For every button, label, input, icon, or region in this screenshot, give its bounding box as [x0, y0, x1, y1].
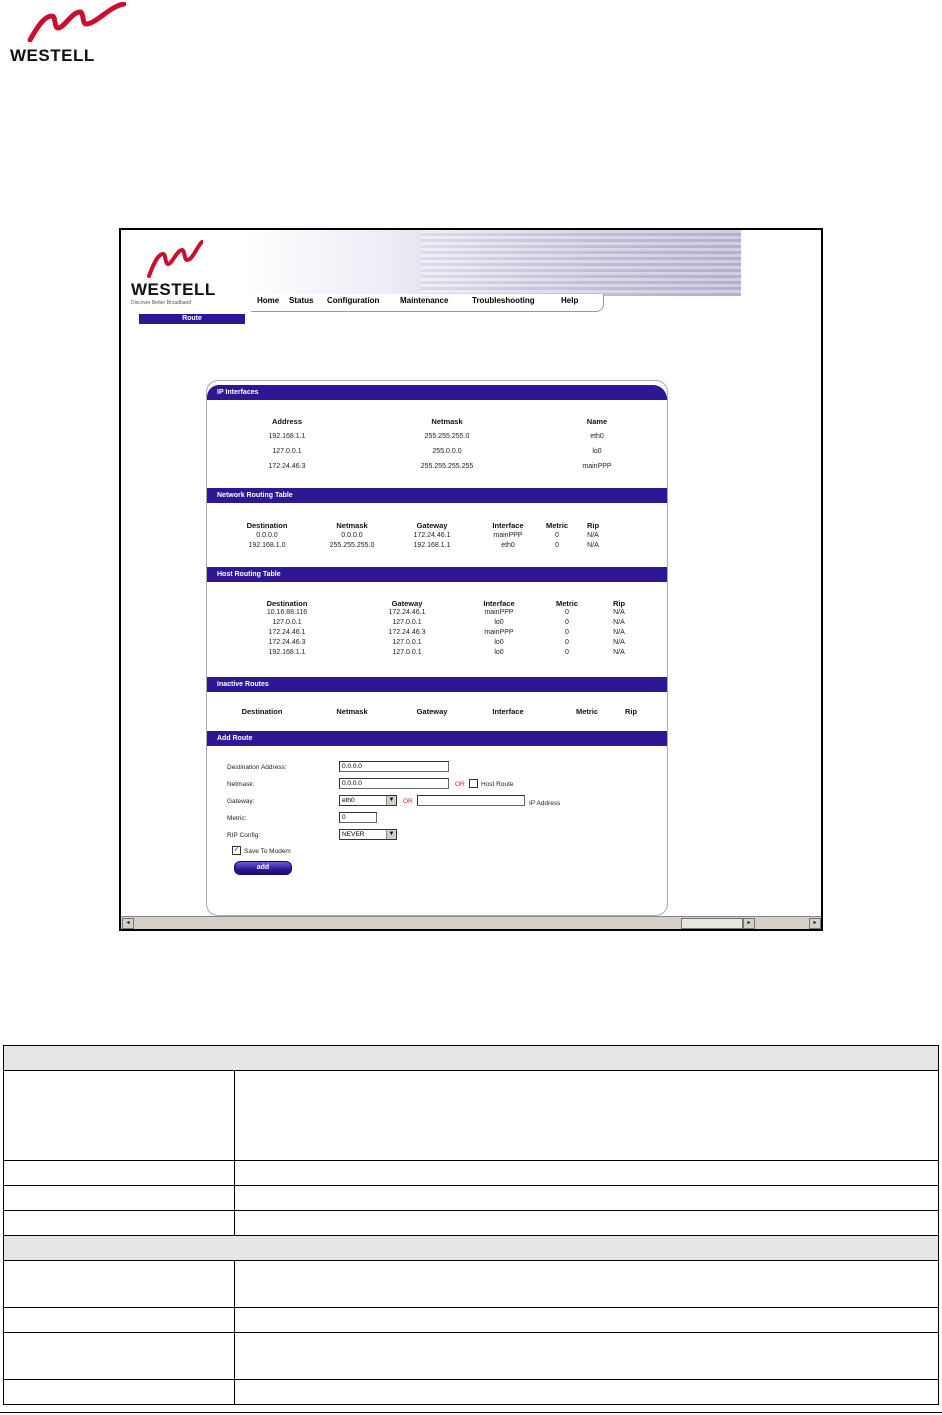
add-button[interactable]: add — [234, 861, 292, 875]
table-cell — [235, 1186, 939, 1211]
scroll-end-icon[interactable]: ▸ — [809, 918, 821, 929]
host-cell: N/A — [613, 609, 625, 616]
rip-config-select-value: NEVER — [342, 831, 365, 838]
ip-cell: 255.255.255.255 — [420, 463, 474, 470]
ip-interfaces-header: IP Interfaces — [207, 385, 667, 400]
gateway-select-value: eth0 — [342, 797, 355, 804]
host-cell: lo0 — [494, 639, 504, 646]
net-cell: N/A — [587, 542, 599, 549]
host-cell: 172.24.46.1 — [388, 609, 426, 616]
main-nav — [251, 294, 604, 312]
scroll-left-icon[interactable]: ◂ — [122, 918, 134, 929]
table-cell — [4, 1380, 235, 1405]
nav-troubleshooting[interactable]: Troubleshooting — [472, 296, 535, 305]
table-cell — [235, 1380, 939, 1405]
metric-input[interactable] — [339, 812, 377, 823]
rip-config-label: RIP Config: — [227, 832, 261, 839]
net-cell: N/A — [587, 532, 599, 539]
nav-home[interactable]: Home — [257, 296, 280, 305]
table-section-row — [4, 1236, 939, 1261]
host-route-label: Host Route — [481, 781, 514, 788]
inactive-col-destination: Destination — [241, 707, 283, 716]
host-col-rip: Rip — [612, 599, 626, 608]
net-cell: 192.168.1.0 — [248, 542, 286, 549]
inactive-col-gateway: Gateway — [416, 707, 448, 716]
host-col-metric: Metric — [555, 599, 579, 608]
netmask-input[interactable] — [339, 778, 449, 789]
ip-cell: eth0 — [590, 433, 604, 440]
nav-help[interactable]: Help — [561, 296, 579, 305]
page-title: Route — [139, 314, 245, 324]
host-cell: mainPPP — [484, 629, 514, 636]
table-cell — [235, 1308, 939, 1333]
table-cell — [235, 1211, 939, 1236]
nav-maintenance[interactable]: Maintenance — [400, 296, 449, 305]
route-panel — [206, 380, 668, 916]
inactive-col-netmask: Netmask — [336, 707, 368, 716]
host-col-destination: Destination — [266, 599, 308, 608]
scroll-thumb[interactable] — [681, 918, 743, 929]
app-logo-text: WESTELL — [131, 280, 216, 299]
ip-cell: 172.24.46.3 — [268, 463, 306, 470]
inactive-col-interface: Interface — [492, 707, 524, 716]
net-col-rip: Rip — [586, 521, 600, 530]
ip-cell: mainPPP — [582, 463, 612, 470]
ip-address-label: IP Address — [529, 800, 561, 807]
destination-address-label: Destination Address: — [227, 764, 287, 771]
host-cell: lo0 — [494, 619, 504, 626]
rip-config-select[interactable] — [339, 829, 397, 840]
app-logo-mark-icon — [147, 240, 203, 278]
host-cell: lo0 — [494, 649, 504, 656]
ip-col-address: Address — [271, 417, 302, 426]
network-routing-header: Network Routing Table — [207, 488, 667, 503]
host-cell: N/A — [613, 619, 625, 626]
description-table — [3, 1045, 939, 1405]
host-cell: 0 — [565, 619, 569, 626]
nav-configuration[interactable]: Configuration — [327, 296, 380, 305]
horizontal-scrollbar[interactable] — [121, 916, 821, 929]
host-cell: 127.0.0.1 — [392, 639, 422, 646]
table-cell — [4, 1333, 235, 1380]
table-cell — [4, 1186, 235, 1211]
net-cell: 0.0.0.0 — [341, 532, 363, 539]
net-col-destination: Destination — [246, 521, 288, 530]
router-screenshot — [119, 228, 823, 931]
host-cell: 127.0.0.1 — [272, 619, 302, 626]
app-logo — [129, 240, 249, 304]
chevron-down-icon: ▼ — [386, 830, 396, 839]
ip-col-netmask: Netmask — [431, 417, 463, 426]
ip-cell: lo0 — [592, 448, 602, 455]
gateway-select[interactable] — [339, 795, 397, 806]
host-cell: 0 — [565, 609, 569, 616]
net-cell: eth0 — [501, 542, 515, 549]
gateway-label: Gateway: — [227, 798, 255, 805]
ip-cell: 192.168.1.1 — [268, 433, 306, 440]
ip-col-name: Name — [586, 417, 608, 426]
net-col-metric: Metric — [545, 521, 569, 530]
nav-status[interactable]: Status — [289, 296, 314, 305]
net-cell: 172.24.46.1 — [413, 532, 451, 539]
net-col-gateway: Gateway — [416, 521, 448, 530]
host-col-interface: Interface — [483, 599, 515, 608]
net-cell: 0.0.0.0 — [256, 532, 278, 539]
gateway-ip-input[interactable] — [417, 795, 525, 806]
westell-logo-mark-icon — [26, 2, 126, 42]
westell-logo — [10, 2, 120, 66]
table-cell — [4, 1308, 235, 1333]
inactive-col-rip: Rip — [624, 707, 638, 716]
scroll-right-icon[interactable]: ▸ — [743, 918, 755, 929]
table-cell — [235, 1071, 939, 1161]
host-cell: 172.24.46.3 — [388, 629, 426, 636]
host-cell: 0 — [565, 649, 569, 656]
host-cell: 0 — [565, 639, 569, 646]
table-cell — [235, 1161, 939, 1186]
host-cell: N/A — [613, 629, 625, 636]
table-cell — [235, 1261, 939, 1308]
net-col-netmask: Netmask — [336, 521, 368, 530]
inactive-routes-header: Inactive Routes — [207, 677, 667, 692]
net-cell: 255.255.255.0 — [329, 542, 375, 549]
metric-label: Metric: — [227, 815, 247, 822]
table-cell — [4, 1071, 235, 1161]
gateway-or-text: OR — [403, 798, 413, 805]
net-col-interface: Interface — [492, 521, 524, 530]
destination-address-input[interactable] — [339, 761, 449, 772]
netmask-or-text: OR — [455, 781, 465, 788]
host-cell: mainPPP — [484, 609, 514, 616]
doc-logo-text: WESTELL — [10, 46, 95, 65]
net-cell: 0 — [555, 532, 559, 539]
host-cell: 172.24.46.3 — [268, 639, 306, 646]
ip-cell: 255.0.0.0 — [432, 448, 462, 455]
host-cell: 172.24.46.1 — [268, 629, 306, 636]
table-cell — [4, 1161, 235, 1186]
host-cell: 0 — [565, 629, 569, 636]
net-cell: 192.168.1.1 — [413, 542, 451, 549]
footer-rule — [0, 1412, 942, 1413]
host-routing-header: Host Routing Table — [207, 567, 667, 582]
host-route-checkbox[interactable] — [469, 779, 478, 788]
host-cell: 192.168.1.1 — [268, 649, 306, 656]
host-cell: N/A — [613, 639, 625, 646]
save-to-modem-label: Save To Modem — [244, 848, 291, 855]
chevron-down-icon: ▼ — [386, 796, 396, 805]
host-cell: 127.0.0.1 — [392, 649, 422, 656]
netmask-label: Netmask: — [227, 781, 255, 788]
app-tagline: Discover Better Broadband — [131, 300, 192, 306]
net-cell: mainPPP — [493, 532, 523, 539]
host-cell: 10.16.88.116 — [266, 609, 308, 616]
table-section-row — [4, 1046, 939, 1071]
net-cell: 0 — [555, 542, 559, 549]
host-cell: 127.0.0.1 — [392, 619, 422, 626]
ip-cell: 255.255.255.0 — [424, 433, 470, 440]
table-cell — [4, 1211, 235, 1236]
host-col-gateway: Gateway — [391, 599, 423, 608]
table-cell — [4, 1261, 235, 1308]
ip-cell: 127.0.0.1 — [272, 448, 302, 455]
inactive-col-metric: Metric — [575, 707, 599, 716]
table-cell — [235, 1333, 939, 1380]
add-route-header: Add Route — [207, 731, 667, 746]
host-cell: N/A — [613, 649, 625, 656]
save-to-modem-checkbox[interactable]: ✓ — [233, 847, 240, 853]
